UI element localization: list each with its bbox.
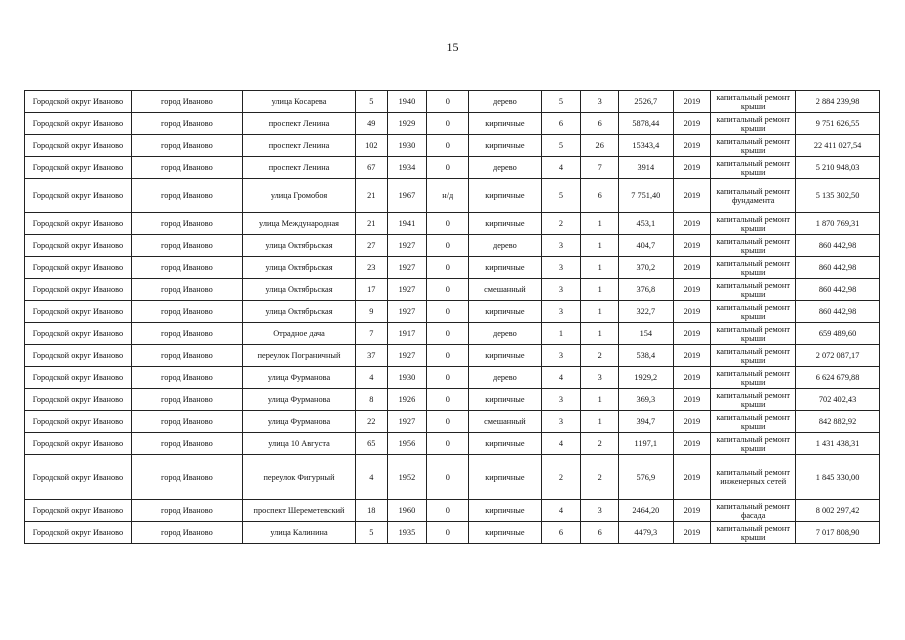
district-cell: Городской округ Иваново — [25, 257, 132, 279]
build-year-cell: 1927 — [387, 301, 427, 323]
value-cell: 0 — [427, 389, 469, 411]
cost-cell: 860 442,98 — [796, 301, 880, 323]
cost-cell: 6 624 679,88 — [796, 367, 880, 389]
district-cell: Городской округ Иваново — [25, 135, 132, 157]
area-cell: 453,1 — [619, 213, 673, 235]
wall-material-cell: кирпичные — [469, 257, 541, 279]
house-number-cell: 5 — [356, 522, 387, 544]
house-number-cell: 4 — [356, 455, 387, 500]
work-type-cell: капитальный ремонт крыши — [711, 91, 796, 113]
city-cell: город Иваново — [131, 235, 242, 257]
district-cell: Городской округ Иваново — [25, 113, 132, 135]
wall-material-cell: кирпичные — [469, 522, 541, 544]
work-type-cell: капитальный ремонт крыши — [711, 157, 796, 179]
district-cell: Городской округ Иваново — [25, 522, 132, 544]
work-type-cell: капитальный ремонт крыши — [711, 411, 796, 433]
build-year-cell: 1926 — [387, 389, 427, 411]
city-cell: город Иваново — [131, 455, 242, 500]
table-row — [25, 235, 880, 257]
area-cell: 2464,20 — [619, 500, 673, 522]
wall-material-cell: смешанный — [469, 279, 541, 301]
table-row — [25, 91, 880, 113]
cost-cell: 1 870 769,31 — [796, 213, 880, 235]
house-number-cell: 21 — [356, 179, 387, 213]
street-cell: проспект Шереметевский — [242, 500, 355, 522]
table-row — [25, 135, 880, 157]
street-cell: улица Октябрьская — [242, 235, 355, 257]
build-year-cell: 1927 — [387, 235, 427, 257]
city-cell: город Иваново — [131, 135, 242, 157]
city-cell: город Иваново — [131, 301, 242, 323]
build-year-cell: 1927 — [387, 257, 427, 279]
work-type-cell: капитальный ремонт крыши — [711, 522, 796, 544]
value-cell: 0 — [427, 522, 469, 544]
plan-year-cell: 2019 — [673, 367, 711, 389]
cost-cell: 702 402,43 — [796, 389, 880, 411]
city-cell: город Иваново — [131, 411, 242, 433]
plan-year-cell: 2019 — [673, 91, 711, 113]
build-year-cell: 1967 — [387, 179, 427, 213]
floors-cell: 5 — [541, 135, 581, 157]
cost-cell: 5 135 302,50 — [796, 179, 880, 213]
city-cell: город Иваново — [131, 279, 242, 301]
work-type-cell: капитальный ремонт крыши — [711, 367, 796, 389]
value-cell: 0 — [427, 135, 469, 157]
street-cell: проспект Ленина — [242, 113, 355, 135]
area-cell: 1929,2 — [619, 367, 673, 389]
floors-cell: 6 — [541, 113, 581, 135]
cost-cell: 22 411 027,54 — [796, 135, 880, 157]
house-number-cell: 17 — [356, 279, 387, 301]
house-number-cell: 65 — [356, 433, 387, 455]
table-row — [25, 179, 880, 213]
plan-year-cell: 2019 — [673, 455, 711, 500]
street-cell: проспект Ленина — [242, 135, 355, 157]
entrances-cell: 1 — [581, 411, 619, 433]
value-cell: 0 — [427, 301, 469, 323]
city-cell: город Иваново — [131, 389, 242, 411]
city-cell: город Иваново — [131, 179, 242, 213]
value-cell: 0 — [427, 257, 469, 279]
cost-cell: 1 431 438,31 — [796, 433, 880, 455]
housing-repair-table — [24, 90, 880, 544]
floors-cell: 3 — [541, 257, 581, 279]
value-cell: 0 — [427, 411, 469, 433]
value-cell: 0 — [427, 455, 469, 500]
floors-cell: 4 — [541, 433, 581, 455]
floors-cell: 4 — [541, 500, 581, 522]
district-cell: Городской округ Иваново — [25, 301, 132, 323]
value-cell: 0 — [427, 345, 469, 367]
build-year-cell: 1952 — [387, 455, 427, 500]
city-cell: город Иваново — [131, 522, 242, 544]
district-cell: Городской округ Иваново — [25, 157, 132, 179]
area-cell: 370,2 — [619, 257, 673, 279]
wall-material-cell: дерево — [469, 157, 541, 179]
street-cell: улица 10 Августа — [242, 433, 355, 455]
area-cell: 1197,1 — [619, 433, 673, 455]
house-number-cell: 7 — [356, 323, 387, 345]
table-row — [25, 157, 880, 179]
street-cell: переулок Пограничный — [242, 345, 355, 367]
table-row — [25, 213, 880, 235]
district-cell: Городской округ Иваново — [25, 500, 132, 522]
build-year-cell: 1927 — [387, 345, 427, 367]
entrances-cell: 6 — [581, 113, 619, 135]
build-year-cell: 1927 — [387, 279, 427, 301]
table-row — [25, 113, 880, 135]
cost-cell: 860 442,98 — [796, 279, 880, 301]
area-cell: 376,8 — [619, 279, 673, 301]
entrances-cell: 1 — [581, 301, 619, 323]
floors-cell: 3 — [541, 345, 581, 367]
street-cell: улица Косарева — [242, 91, 355, 113]
build-year-cell: 1956 — [387, 433, 427, 455]
value-cell: 0 — [427, 235, 469, 257]
entrances-cell: 6 — [581, 179, 619, 213]
table-row — [25, 345, 880, 367]
house-number-cell: 5 — [356, 91, 387, 113]
area-cell: 404,7 — [619, 235, 673, 257]
value-cell: 0 — [427, 157, 469, 179]
cost-cell: 5 210 948,03 — [796, 157, 880, 179]
floors-cell: 5 — [541, 91, 581, 113]
entrances-cell: 2 — [581, 433, 619, 455]
house-number-cell: 27 — [356, 235, 387, 257]
work-type-cell: капитальный ремонт крыши — [711, 213, 796, 235]
entrances-cell: 1 — [581, 213, 619, 235]
work-type-cell: капитальный ремонт фасада — [711, 500, 796, 522]
work-type-cell: капитальный ремонт крыши — [711, 257, 796, 279]
plan-year-cell: 2019 — [673, 157, 711, 179]
floors-cell: 3 — [541, 389, 581, 411]
value-cell: н/д — [427, 179, 469, 213]
work-type-cell: капитальный ремонт крыши — [711, 433, 796, 455]
table-row — [25, 367, 880, 389]
wall-material-cell: дерево — [469, 91, 541, 113]
district-cell: Городской округ Иваново — [25, 91, 132, 113]
work-type-cell: капитальный ремонт крыши — [711, 113, 796, 135]
district-cell: Городской округ Иваново — [25, 367, 132, 389]
wall-material-cell: кирпичные — [469, 135, 541, 157]
city-cell: город Иваново — [131, 113, 242, 135]
table-row — [25, 433, 880, 455]
wall-material-cell: дерево — [469, 367, 541, 389]
build-year-cell: 1930 — [387, 135, 427, 157]
street-cell: улица Октябрьская — [242, 257, 355, 279]
table-row — [25, 455, 880, 500]
plan-year-cell: 2019 — [673, 279, 711, 301]
wall-material-cell: дерево — [469, 323, 541, 345]
house-number-cell: 9 — [356, 301, 387, 323]
cost-cell: 860 442,98 — [796, 235, 880, 257]
area-cell: 15343,4 — [619, 135, 673, 157]
wall-material-cell: кирпичные — [469, 301, 541, 323]
plan-year-cell: 2019 — [673, 323, 711, 345]
cost-cell: 1 845 330,00 — [796, 455, 880, 500]
area-cell: 7 751,40 — [619, 179, 673, 213]
wall-material-cell: кирпичные — [469, 213, 541, 235]
table-row — [25, 279, 880, 301]
cost-cell: 2 072 087,17 — [796, 345, 880, 367]
street-cell: проспект Ленина — [242, 157, 355, 179]
wall-material-cell: дерево — [469, 235, 541, 257]
house-number-cell: 8 — [356, 389, 387, 411]
city-cell: город Иваново — [131, 157, 242, 179]
area-cell: 576,9 — [619, 455, 673, 500]
wall-material-cell: кирпичные — [469, 389, 541, 411]
work-type-cell: капитальный ремонт крыши — [711, 389, 796, 411]
build-year-cell: 1930 — [387, 367, 427, 389]
value-cell: 0 — [427, 323, 469, 345]
plan-year-cell: 2019 — [673, 345, 711, 367]
entrances-cell: 1 — [581, 279, 619, 301]
district-cell: Городской округ Иваново — [25, 455, 132, 500]
floors-cell: 3 — [541, 301, 581, 323]
street-cell: улица Октябрьская — [242, 301, 355, 323]
house-number-cell: 23 — [356, 257, 387, 279]
city-cell: город Иваново — [131, 213, 242, 235]
wall-material-cell: кирпичные — [469, 500, 541, 522]
plan-year-cell: 2019 — [673, 113, 711, 135]
table-row — [25, 500, 880, 522]
value-cell: 0 — [427, 113, 469, 135]
build-year-cell: 1960 — [387, 500, 427, 522]
district-cell: Городской округ Иваново — [25, 213, 132, 235]
table-row — [25, 411, 880, 433]
work-type-cell: капитальный ремонт крыши — [711, 235, 796, 257]
cost-cell: 7 017 808,90 — [796, 522, 880, 544]
street-cell: улица Фурманова — [242, 411, 355, 433]
wall-material-cell: кирпичные — [469, 113, 541, 135]
entrances-cell: 2 — [581, 455, 619, 500]
area-cell: 322,7 — [619, 301, 673, 323]
wall-material-cell: кирпичные — [469, 455, 541, 500]
house-number-cell: 49 — [356, 113, 387, 135]
cost-cell: 842 882,92 — [796, 411, 880, 433]
table-row — [25, 389, 880, 411]
table-row — [25, 522, 880, 544]
entrances-cell: 3 — [581, 91, 619, 113]
entrances-cell: 7 — [581, 157, 619, 179]
area-cell: 2526,7 — [619, 91, 673, 113]
plan-year-cell: 2019 — [673, 235, 711, 257]
floors-cell: 2 — [541, 455, 581, 500]
wall-material-cell: кирпичные — [469, 433, 541, 455]
plan-year-cell: 2019 — [673, 135, 711, 157]
floors-cell: 1 — [541, 323, 581, 345]
value-cell: 0 — [427, 500, 469, 522]
wall-material-cell: кирпичные — [469, 179, 541, 213]
plan-year-cell: 2019 — [673, 179, 711, 213]
build-year-cell: 1935 — [387, 522, 427, 544]
street-cell: переулок Фигурный — [242, 455, 355, 500]
street-cell: улица Громобоя — [242, 179, 355, 213]
cost-cell: 659 489,60 — [796, 323, 880, 345]
district-cell: Городской округ Иваново — [25, 433, 132, 455]
plan-year-cell: 2019 — [673, 433, 711, 455]
floors-cell: 3 — [541, 235, 581, 257]
district-cell: Городской округ Иваново — [25, 179, 132, 213]
entrances-cell: 6 — [581, 522, 619, 544]
value-cell: 0 — [427, 433, 469, 455]
city-cell: город Иваново — [131, 433, 242, 455]
floors-cell: 5 — [541, 179, 581, 213]
street-cell: улица Фурманова — [242, 389, 355, 411]
floors-cell: 4 — [541, 157, 581, 179]
work-type-cell: капитальный ремонт инженерных сетей — [711, 455, 796, 500]
street-cell: улица Фурманова — [242, 367, 355, 389]
value-cell: 0 — [427, 367, 469, 389]
entrances-cell: 1 — [581, 389, 619, 411]
plan-year-cell: 2019 — [673, 301, 711, 323]
value-cell: 0 — [427, 279, 469, 301]
city-cell: город Иваново — [131, 91, 242, 113]
city-cell: город Иваново — [131, 500, 242, 522]
area-cell: 5878,44 — [619, 113, 673, 135]
street-cell: улица Калинина — [242, 522, 355, 544]
value-cell: 0 — [427, 91, 469, 113]
district-cell: Городской округ Иваново — [25, 389, 132, 411]
house-number-cell: 102 — [356, 135, 387, 157]
floors-cell: 2 — [541, 213, 581, 235]
build-year-cell: 1917 — [387, 323, 427, 345]
wall-material-cell: смешанный — [469, 411, 541, 433]
entrances-cell: 1 — [581, 257, 619, 279]
build-year-cell: 1941 — [387, 213, 427, 235]
area-cell: 154 — [619, 323, 673, 345]
house-number-cell: 37 — [356, 345, 387, 367]
house-number-cell: 22 — [356, 411, 387, 433]
house-number-cell: 18 — [356, 500, 387, 522]
entrances-cell: 1 — [581, 235, 619, 257]
work-type-cell: капитальный ремонт крыши — [711, 345, 796, 367]
street-cell: улица Октябрьская — [242, 279, 355, 301]
district-cell: Городской округ Иваново — [25, 235, 132, 257]
floors-cell: 4 — [541, 367, 581, 389]
work-type-cell: капитальный ремонт крыши — [711, 301, 796, 323]
area-cell: 538,4 — [619, 345, 673, 367]
area-cell: 4479,3 — [619, 522, 673, 544]
page-number: 15 — [446, 40, 459, 54]
work-type-cell: капитальный ремонт крыши — [711, 279, 796, 301]
cost-cell: 8 002 297,42 — [796, 500, 880, 522]
area-cell: 394,7 — [619, 411, 673, 433]
build-year-cell: 1940 — [387, 91, 427, 113]
street-cell: Отрадное дача — [242, 323, 355, 345]
cost-cell: 860 442,98 — [796, 257, 880, 279]
district-cell: Городской округ Иваново — [25, 345, 132, 367]
area-cell: 3914 — [619, 157, 673, 179]
plan-year-cell: 2019 — [673, 389, 711, 411]
district-cell: Городской округ Иваново — [25, 411, 132, 433]
plan-year-cell: 2019 — [673, 522, 711, 544]
city-cell: город Иваново — [131, 345, 242, 367]
work-type-cell: капитальный ремонт фундамента — [711, 179, 796, 213]
build-year-cell: 1929 — [387, 113, 427, 135]
plan-year-cell: 2019 — [673, 213, 711, 235]
plan-year-cell: 2019 — [673, 500, 711, 522]
table-row — [25, 323, 880, 345]
street-cell: улица Международная — [242, 213, 355, 235]
work-type-cell: капитальный ремонт крыши — [711, 323, 796, 345]
entrances-cell: 3 — [581, 500, 619, 522]
floors-cell: 3 — [541, 411, 581, 433]
entrances-cell: 1 — [581, 323, 619, 345]
floors-cell: 3 — [541, 279, 581, 301]
table-row — [25, 257, 880, 279]
area-cell: 369,3 — [619, 389, 673, 411]
value-cell: 0 — [427, 213, 469, 235]
build-year-cell: 1934 — [387, 157, 427, 179]
plan-year-cell: 2019 — [673, 257, 711, 279]
house-number-cell: 67 — [356, 157, 387, 179]
entrances-cell: 3 — [581, 367, 619, 389]
table-row — [25, 301, 880, 323]
city-cell: город Иваново — [131, 323, 242, 345]
cost-cell: 9 751 626,55 — [796, 113, 880, 135]
district-cell: Городской округ Иваново — [25, 279, 132, 301]
entrances-cell: 26 — [581, 135, 619, 157]
build-year-cell: 1927 — [387, 411, 427, 433]
cost-cell: 2 884 239,98 — [796, 91, 880, 113]
work-type-cell: капитальный ремонт крыши — [711, 135, 796, 157]
district-cell: Городской округ Иваново — [25, 323, 132, 345]
house-number-cell: 21 — [356, 213, 387, 235]
city-cell: город Иваново — [131, 257, 242, 279]
plan-year-cell: 2019 — [673, 411, 711, 433]
house-number-cell: 4 — [356, 367, 387, 389]
floors-cell: 6 — [541, 522, 581, 544]
wall-material-cell: кирпичные — [469, 345, 541, 367]
entrances-cell: 2 — [581, 345, 619, 367]
city-cell: город Иваново — [131, 367, 242, 389]
